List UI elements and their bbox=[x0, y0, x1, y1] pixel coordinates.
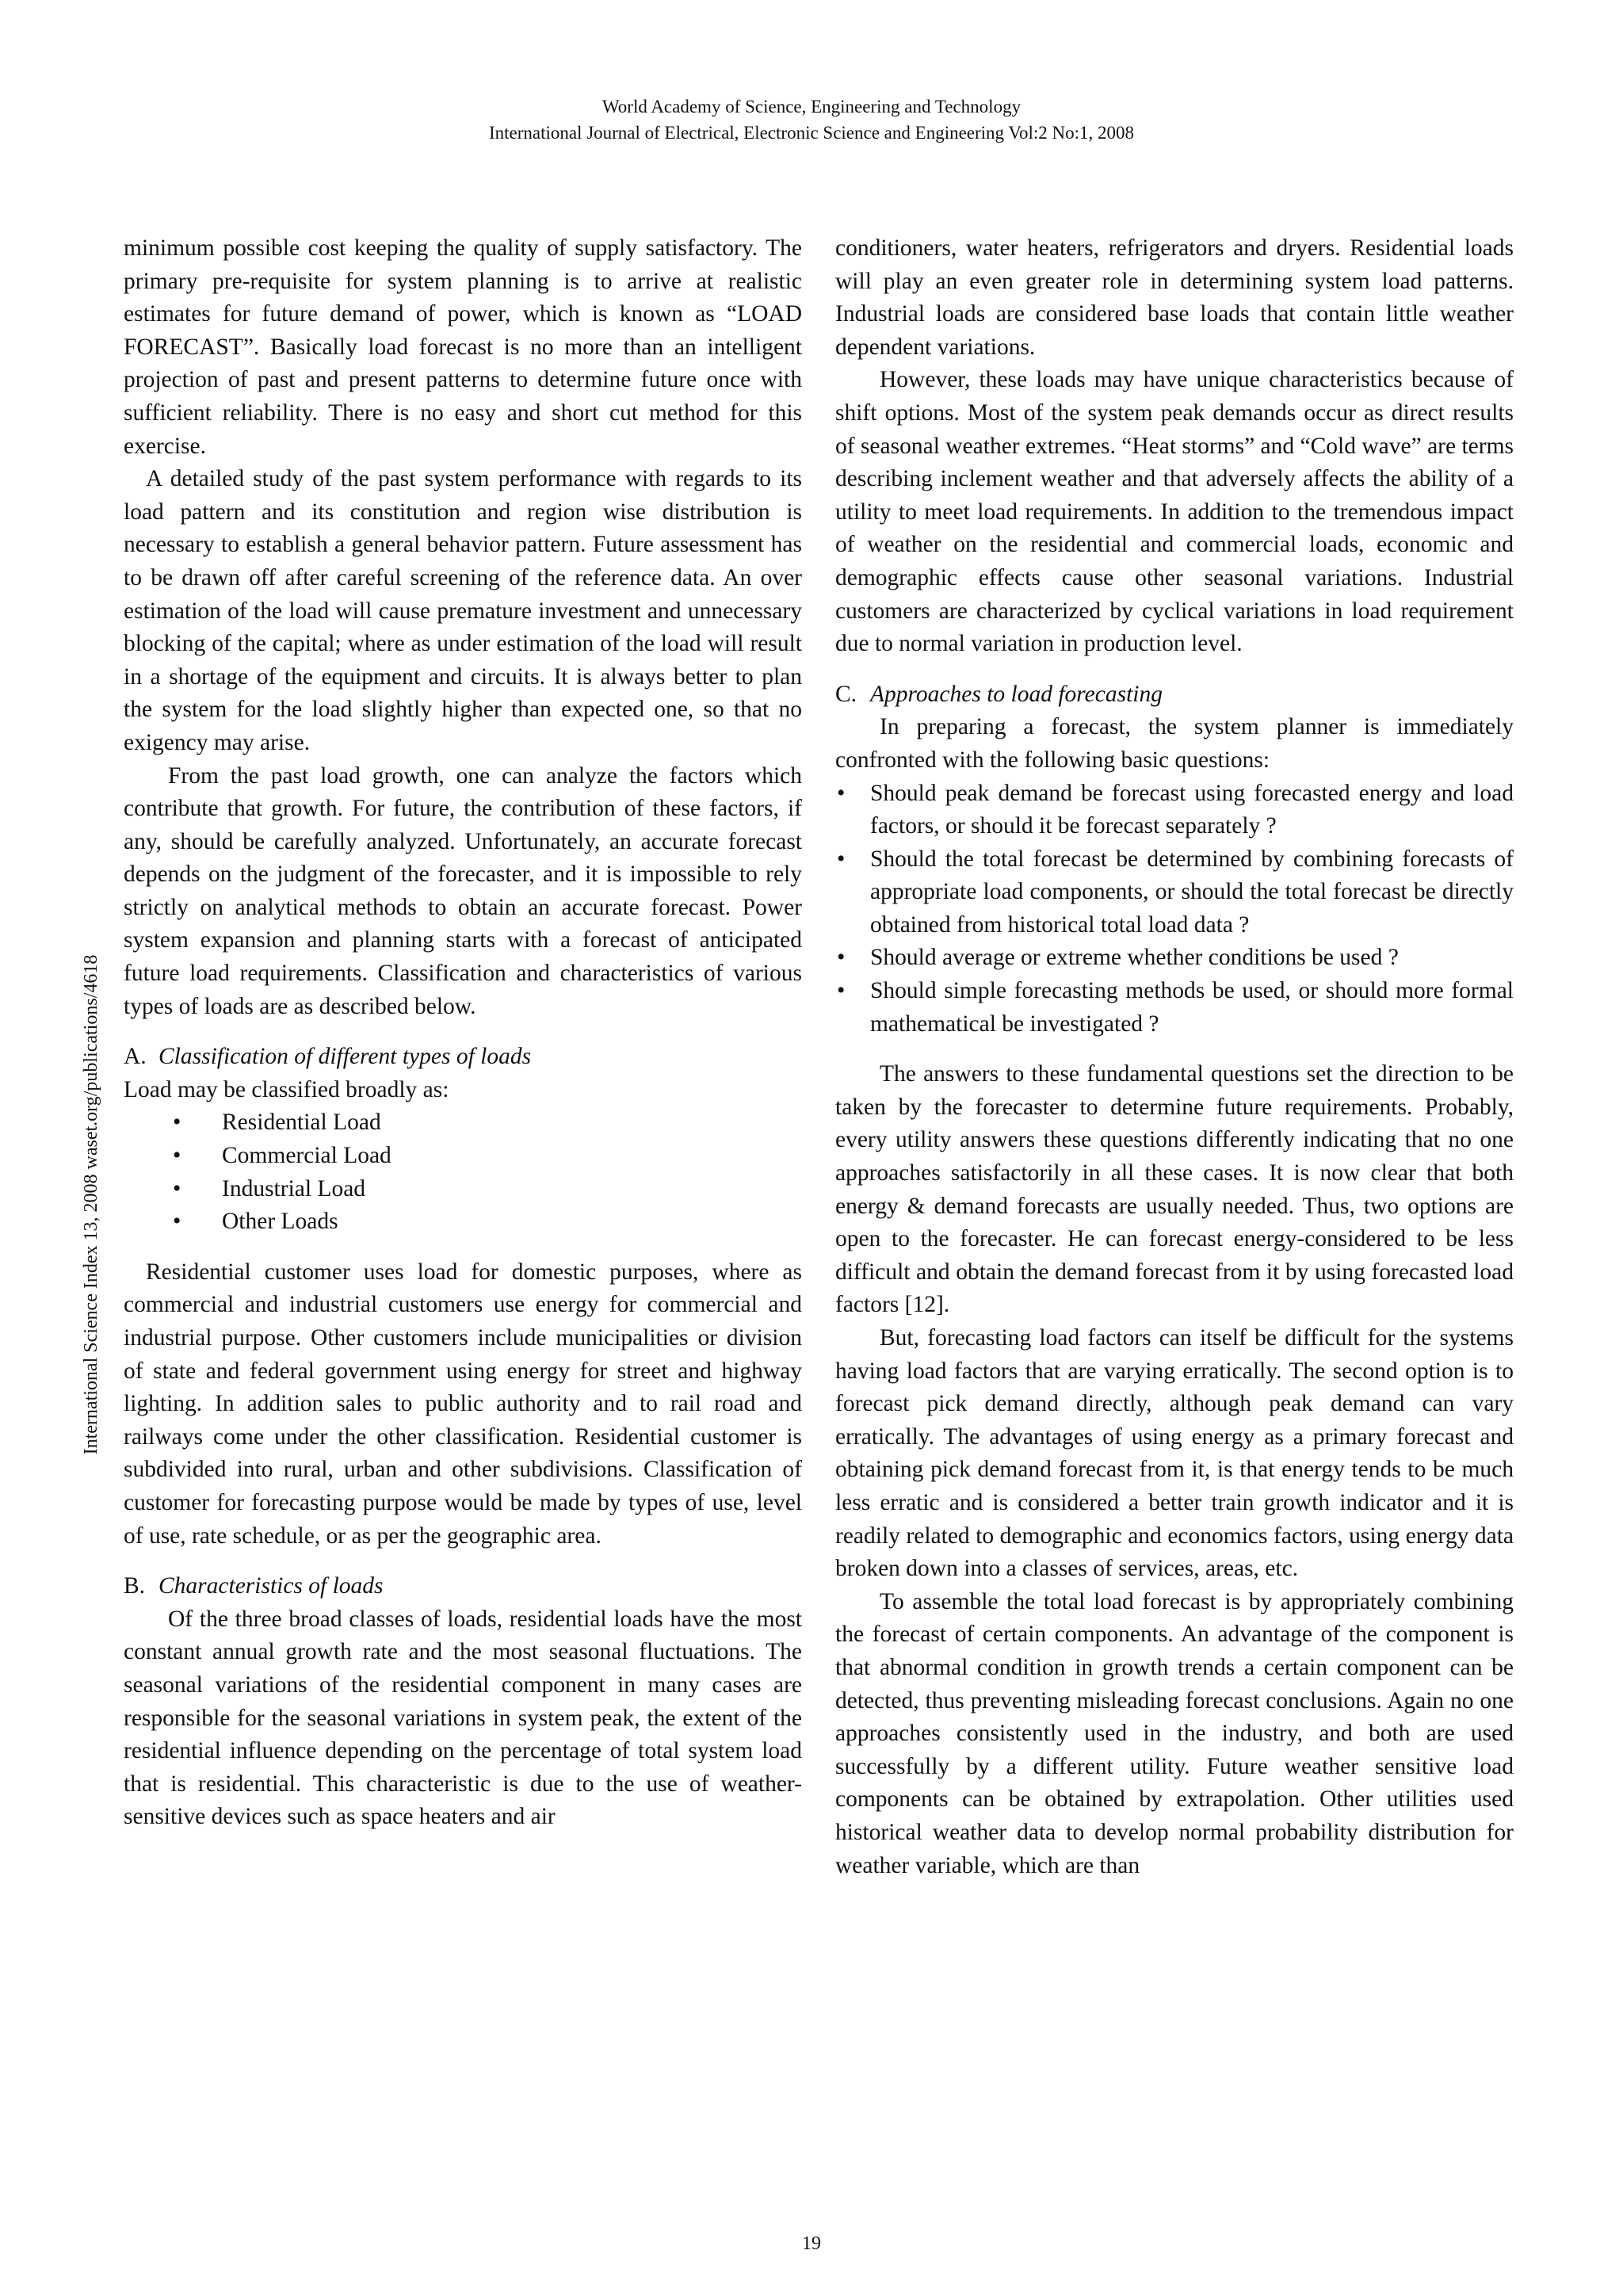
paragraph: The answers to these fundamental questions set the direction to be taken by the forecaster to determine future requirements. Probably, every utility answers these questions differently indicating that no one approaches satisfactorily in all these cases. It is now clear that both energy & demand forecasts are usually needed. Thus, two options are open to the forecaster. He can forecast energy-considered to be less difficult and obtain the demand forecast from it by using forecasted load factors [12]. bbox=[835, 1061, 1514, 1318]
section-heading-c bbox=[835, 678, 1514, 712]
right-column bbox=[835, 232, 1514, 1882]
paragraph: A detailed study of the past system performance with regards to its load pattern and its constitution and region wise distribution is necessary to establish a general behavior pattern. Future assessment has to be drawn off after careful screening of the reference data. An over estimation of the load will cause premature investment and unnecessary blocking of the capital; where as under estimation of the load will result in a shortage of the equipment and circuits. It is always better to plan the system for the load slightly higher than expected one, so that no exigency may arise. bbox=[124, 466, 802, 755]
section-title: Approaches to load forecasting bbox=[870, 681, 1163, 707]
paragraph: conditioners, water heaters, refrigerators and dryers. Residential loads will play an even greater role in determining system load patterns. Industrial loads are considered base loads that contain little weather dependent variations. bbox=[835, 235, 1514, 360]
section-title: Characteristics of loads bbox=[158, 1573, 384, 1599]
section-heading-b bbox=[124, 1570, 802, 1603]
section-letter: C. bbox=[835, 681, 857, 707]
list-item: • Industrial Load bbox=[124, 1173, 802, 1206]
list-item: • Should simple forecasting methods be used, or should more formal mathematical be investigated ? bbox=[835, 975, 1514, 1041]
list-item: • Commercial Load bbox=[124, 1140, 802, 1173]
list-item: • Should average or extreme whether conditions be used ? bbox=[835, 942, 1514, 975]
list-item: • Should the total forecast be determined by combining forecasts of appropriate load components, or should the total forecast be directly obtained from historical total load data ? bbox=[835, 843, 1514, 942]
paragraph: But, forecasting load factors can itself be difficult for the systems having load factors that are varying erratically. The second option is to forecast pick demand directly, although peak demand can vary erratically. The advantages of using energy as a primary forecast and obtaining pick demand forecast from it, is that energy tends to be much less erratic and is considered a better train growth indicator and it is readily related to demographic and economics factors, using energy data broken down into a classes of services, areas, etc. bbox=[835, 1325, 1514, 1582]
section-heading-a bbox=[124, 1041, 802, 1074]
section-letter: B. bbox=[124, 1573, 146, 1599]
section-title: Classification of different types of loads bbox=[158, 1044, 532, 1070]
header-line-1: World Academy of Science, Engineering and Technology bbox=[601, 97, 1022, 117]
paragraph: Of the three broad classes of loads, residential loads have the most constant annual growth rate and the most seasonal fluctuations. The seasonal variations of the residential component in many cases are responsible for the seasonal variations in system peak, the extent of the residential influence depending on the percentage of total system load that is residential. This characteristic is due to the use of weather-sensitive devices such as space heaters and air bbox=[124, 1606, 802, 1830]
list-item: • Should peak demand be forecast using forecasted energy and load factors, or should it be forecast separately ? bbox=[835, 777, 1514, 843]
page-number: 19 bbox=[802, 2233, 821, 2254]
paragraph: minimum possible cost keeping the quality of supply satisfactory. The primary pre-requisite for system planning is to arrive at realistic estimates for future demand of power, which is known as “LOAD FORECAST”. Basically load forecast is no more than an intelligent projection of past and present patterns to determine future once with sufficient reliability. There is no easy and short cut method for this exercise. bbox=[124, 235, 802, 459]
list-item: • Other Loads bbox=[124, 1205, 802, 1239]
paragraph: Residential customer uses load for domestic purposes, where as commercial and industrial customers use energy for commercial and industrial purpose. Other customers include municipalities or division of state and federal government using energy for street and highway lighting. In addition sales to public authority and to rail road and railways come under the other classification. Residential customer is subdivided into rural, urban and other subdivisions. Classification of customer for forecasting purpose would be made by types of use, level of use, rate schedule, or as per the geographic area. bbox=[124, 1259, 802, 1549]
header-line-2: International Journal of Electrical, Electronic Science and Engineering Vol:2 No:1, 2008 bbox=[488, 123, 1135, 143]
paragraph: To assemble the total load forecast is by appropriately combining the forecast of certain components. An advantage of the component is that abnormal condition in growth trends a certain component can be detected, thus preventing misleading forecast conclusions. Again no one approaches consistently used in the industry, and both are used successfully by a different utility. Future weather sensitive load components can be obtained by extrapolation. Other utilities used historical weather data to develop normal probability distribution for weather variable, which are than bbox=[835, 1588, 1514, 1878]
sidebar-citation: International Science Index 13, 2008 waset.org/publications/4618 bbox=[81, 954, 101, 1455]
question-list bbox=[835, 777, 1514, 1041]
paragraph: In preparing a forecast, the system planner is immediately confronted with the following basic questions: bbox=[835, 714, 1514, 773]
list-item: • Residential Load bbox=[124, 1106, 802, 1140]
paragraph: From the past load growth, one can analyze the factors which contribute that growth. For future, the contribution of these factors, if any, should be carefully analyzed. Unfortunately, an accurate forecast depends on the judgment of the forecaster, and it is impossible to rely strictly on analytical methods to obtain an accurate forecast. Power system expansion and planning starts with a forecast of anticipated future load requirements. Classification and characteristics of various types of loads are as described below. bbox=[124, 762, 802, 1019]
section-letter: A. bbox=[124, 1044, 147, 1070]
left-column bbox=[124, 232, 802, 1834]
paragraph: However, these loads may have unique characteristics because of shift options. Most of the system peak demands occur as direct results of seasonal weather extremes. “Heat storms” and “Cold wave” are terms describing inclement weather and that adversely affects the ability of a utility to meet load requirements. In addition to the tremendous impact of weather on the residential and commercial loads, economic and demographic effects cause other seasonal variations. Industrial customers are characterized by cyclical variations in load requirement due to normal variation in production level. bbox=[835, 367, 1514, 657]
paragraph: Load may be classified broadly as: bbox=[124, 1076, 449, 1102]
load-type-list bbox=[124, 1106, 802, 1238]
journal-header bbox=[0, 94, 1623, 146]
